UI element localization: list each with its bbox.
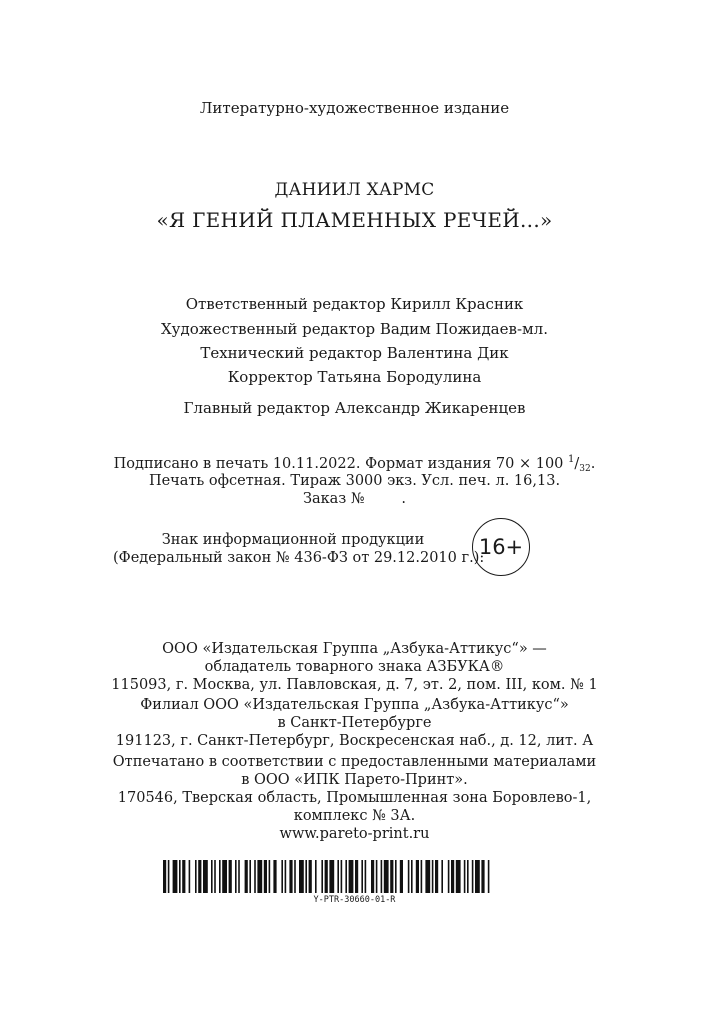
print-info-text: Подписано в печать 10.11.2022. Формат издания 70 × 100	[113, 456, 569, 472]
barcode-bar	[345, 860, 347, 893]
barcode-bar	[390, 860, 393, 893]
barcode-bar	[294, 860, 296, 893]
publisher-line-2: обладатель товарного знака АЗБУКА®	[204, 659, 505, 675]
staff-proofreader: Корректор Татьяна Бородулина	[227, 368, 482, 386]
barcode-bar	[421, 860, 423, 893]
barcode-bar	[435, 860, 438, 893]
barcode-bar	[467, 860, 469, 893]
barcode-bar	[211, 860, 213, 893]
branch-address: 191123, г. Санкт-Петербург, Воскресенская наб., д. 12, лит. А	[115, 733, 594, 749]
barcode-bar	[416, 860, 419, 893]
info-sign-law: (Федеральный закон № 436-ФЗ от 29.12.2010 г.):	[113, 550, 485, 566]
barcode-bar	[441, 860, 443, 893]
edition-genre: Литературно-художественное издание	[199, 99, 510, 117]
barcode-bar	[222, 860, 227, 893]
printer-address-1: 170546, Тверская область, Промышленная зона Боровлево-1,	[117, 790, 592, 806]
printer-website: www.pareto-print.ru	[279, 826, 430, 842]
barcode-bar	[189, 860, 191, 893]
barcode-bar	[381, 860, 383, 893]
barcode-bar	[341, 860, 343, 893]
barcode-bar	[245, 860, 248, 893]
format-numerator: 1	[568, 454, 575, 465]
barcode-bar	[329, 860, 334, 893]
staff-tech-editor: Технический редактор Валентина Дик	[200, 344, 509, 362]
barcode-bar	[321, 860, 323, 893]
book-author: ДАНИИЛ ХАРМС	[274, 180, 435, 200]
barcode-bar	[273, 860, 276, 893]
barcode-bar	[355, 860, 358, 893]
age-rating-badge: 16+	[472, 518, 530, 576]
barcode-bar	[238, 860, 240, 893]
barcode-bar	[475, 860, 480, 893]
format-denominator: 32	[579, 464, 591, 474]
publisher-line-1: ООО «Издательская Группа „Азбука-Аттикус“» —	[162, 641, 547, 657]
barcode-bar	[249, 860, 251, 893]
barcode-bar	[281, 860, 283, 893]
book-title: «Я ГЕНИЙ ПЛАМЕННЫХ РЕЧЕЙ...»	[156, 208, 553, 232]
format-slash: /	[574, 456, 580, 472]
barcode-bar	[289, 860, 292, 893]
barcode-bar	[371, 860, 374, 893]
info-sign-label: Знак информационной продукции	[161, 532, 425, 548]
barcode-bar	[464, 860, 466, 893]
barcode-bar	[229, 860, 232, 893]
barcode-bar	[448, 860, 450, 893]
barcode-bar	[305, 860, 307, 893]
barcode-bar	[163, 860, 166, 893]
publisher-address: 115093, г. Москва, ул. Павловская, д. 7, эт. 2, пом. III, ком. № 1	[111, 677, 598, 693]
barcode-bar	[384, 860, 389, 893]
barcode-bar	[257, 860, 262, 893]
barcode-bar	[219, 860, 221, 893]
barcode-bar	[269, 860, 271, 893]
barcode-bar	[365, 860, 367, 893]
barcode-bar	[432, 860, 434, 893]
barcode-bar	[182, 860, 185, 893]
barcode-bar	[395, 860, 397, 893]
print-info-line2: Печать офсетная. Тираж 3000 экз. Усл. печ. л. 16,13.	[148, 473, 561, 489]
barcode-bar	[264, 860, 267, 893]
barcode-bar	[285, 860, 287, 893]
barcode-bar	[168, 860, 170, 893]
barcode-bar	[481, 860, 484, 893]
barcode-bar	[376, 860, 378, 893]
staff-art-editor: Художественный редактор Вадим Пожидаев-мл.	[161, 320, 548, 338]
barcode-bar	[472, 860, 474, 893]
chief-editor: Главный редактор Александр Жикаренцев	[183, 399, 526, 417]
barcode-image	[163, 860, 491, 893]
printer-address-2: комплекс № 3А.	[293, 808, 416, 824]
barcode-bar	[254, 860, 256, 893]
barcode-bar	[451, 860, 454, 893]
print-info-order: Заказ № .	[302, 491, 407, 507]
printer-line-2: в ООО «ИПК Парето-Принт».	[241, 772, 468, 788]
print-info-line1	[0, 455, 709, 474]
printer-line-1: Отпечатано в соответствии с предоставленными материалами	[112, 754, 597, 770]
branch-line-2: в Санкт-Петербурге	[277, 715, 432, 731]
barcode-bar	[203, 860, 208, 893]
barcode-bar	[198, 860, 201, 893]
staff-editor-in-charge: Ответственный редактор Кирилл Красник	[185, 295, 524, 313]
barcode-bar	[173, 860, 178, 893]
barcode-bar	[456, 860, 461, 893]
barcode-bar	[400, 860, 403, 893]
barcode-bar	[315, 860, 317, 893]
barcode-bar	[235, 860, 237, 893]
barcode-bar	[325, 860, 328, 893]
barcode-bar	[337, 860, 339, 893]
barcode-bar	[488, 860, 490, 893]
barcode-bar	[309, 860, 312, 893]
barcode-bar	[179, 860, 181, 893]
barcode-bar	[425, 860, 430, 893]
barcode-bar	[299, 860, 304, 893]
branch-line-1: Филиал ООО «Издательская Группа „Азбука-Аттикус“»	[140, 697, 569, 713]
barcode-bar	[214, 860, 216, 893]
barcode-code: Y-PTR-30660-01-R	[313, 895, 396, 905]
barcode-bar	[349, 860, 354, 893]
barcode-bar	[408, 860, 410, 893]
barcode-bar	[195, 860, 197, 893]
barcode-bar	[361, 860, 363, 893]
barcode-bar	[411, 860, 413, 893]
format-end: .	[590, 456, 596, 472]
